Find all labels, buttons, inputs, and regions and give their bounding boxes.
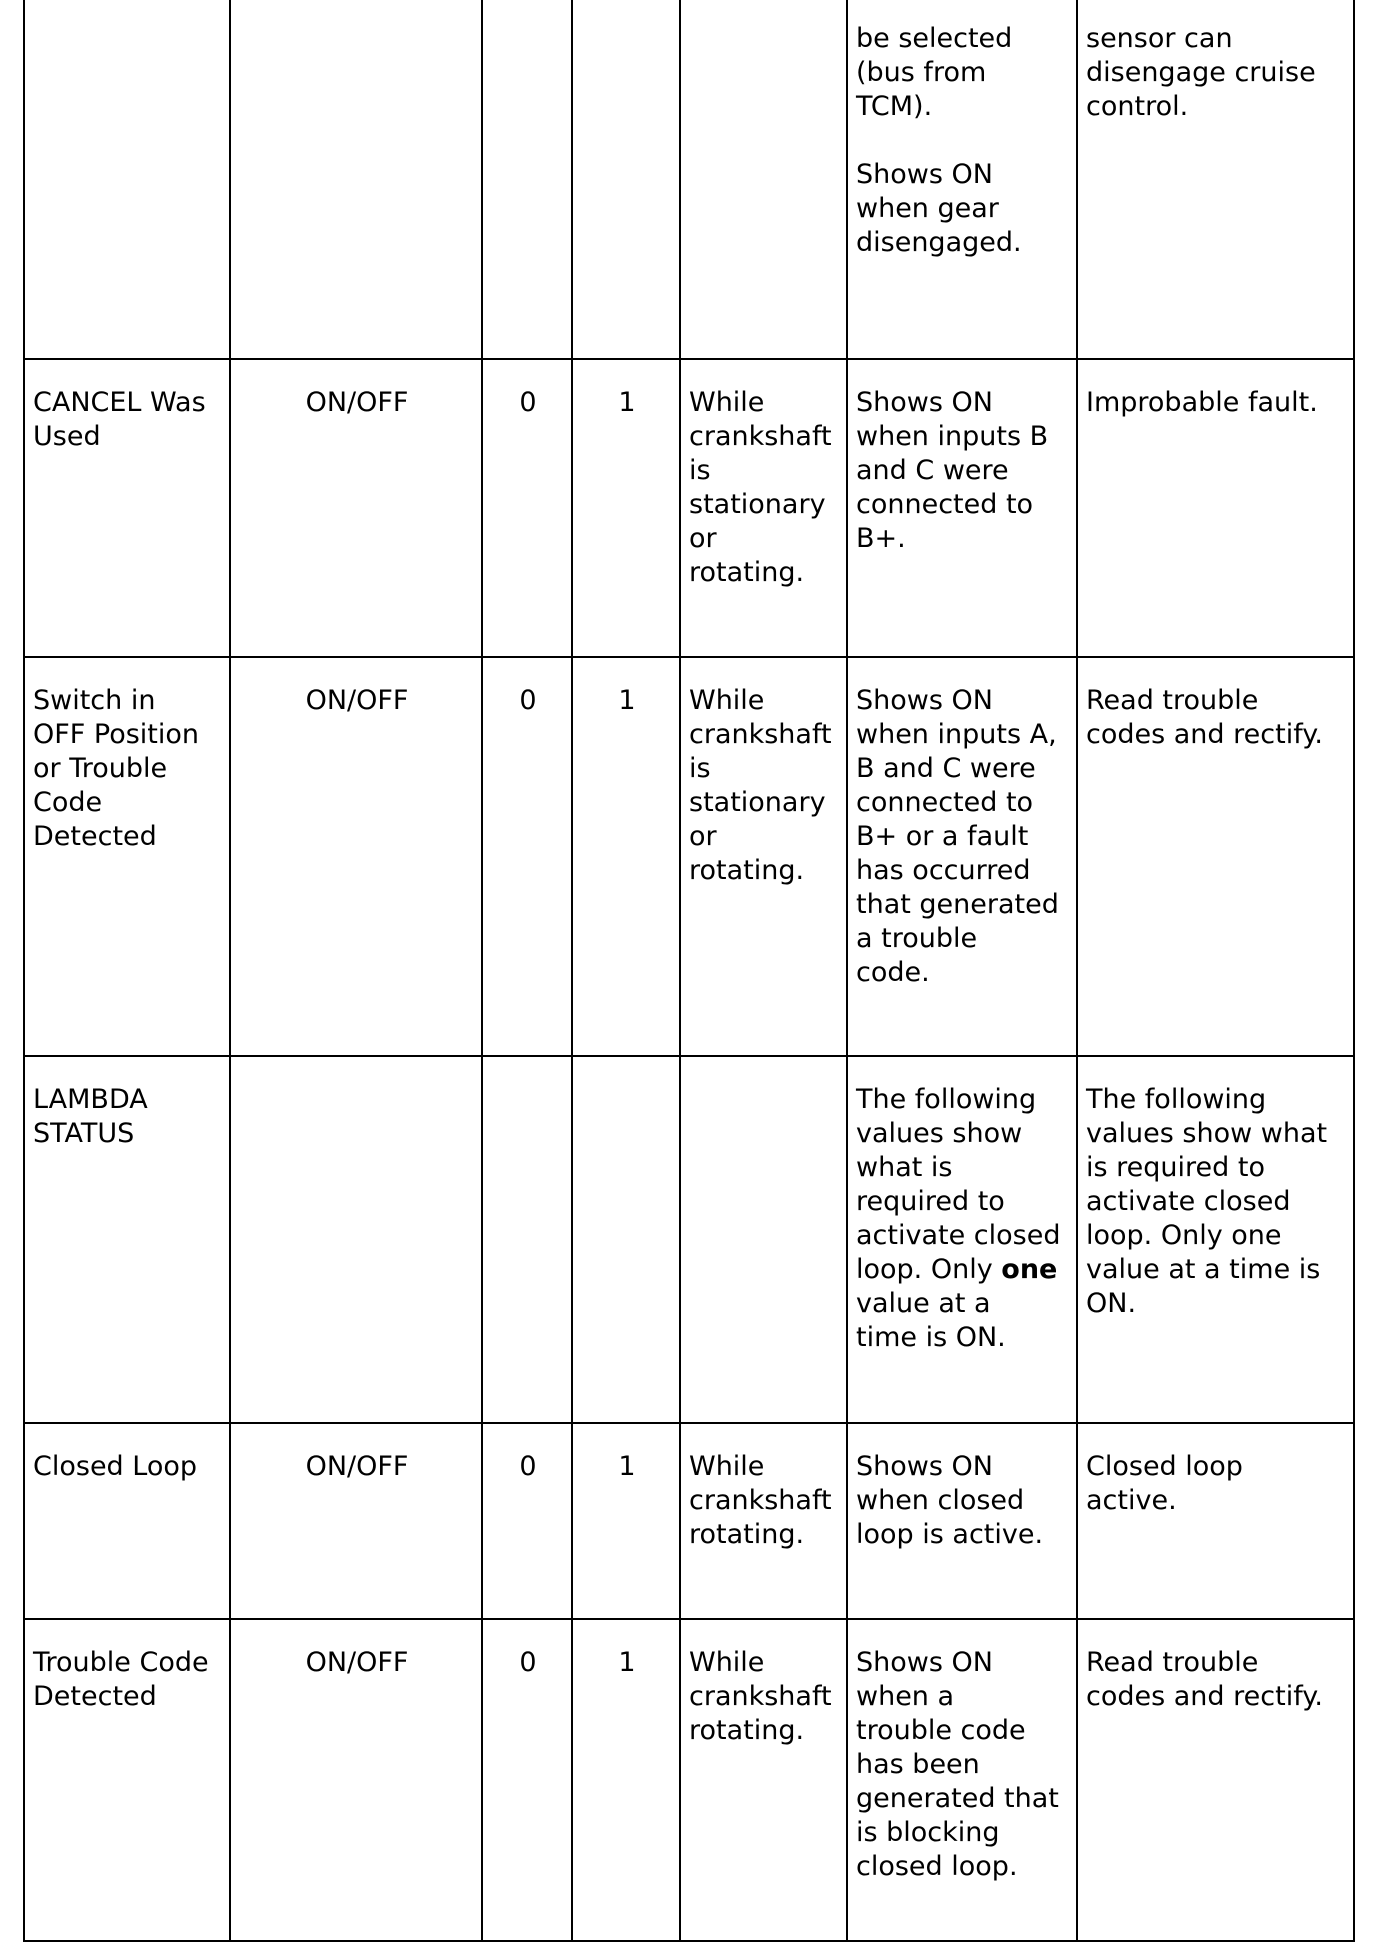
table-row — [24, 657, 1354, 1056]
description-cell: Shows ON when closed loop is active. — [847, 1423, 1077, 1619]
description-text: The following values show what is required to activate closed loop. Only — [856, 1084, 1061, 1285]
unit-cell — [230, 1056, 482, 1423]
remedy-cell: Closed loop active. — [1077, 1423, 1354, 1619]
min-cell: 0 — [482, 1423, 572, 1619]
remedy-cell: Improbable fault. — [1077, 359, 1354, 657]
parameter-cell: Trouble Code Detected — [24, 1619, 230, 1941]
table-row — [24, 0, 1354, 359]
unit-cell: ON/OFF — [230, 657, 482, 1056]
remedy-cell: sensor can disengage cruise control. — [1077, 0, 1354, 359]
table-row — [24, 1056, 1354, 1423]
max-cell — [572, 0, 680, 359]
unit-cell — [230, 0, 482, 359]
condition-cell — [680, 1056, 847, 1423]
min-cell — [482, 0, 572, 359]
min-cell — [482, 1056, 572, 1423]
parameter-cell: LAMBDA STATUS — [24, 1056, 230, 1423]
table-row — [24, 359, 1354, 657]
description-emphasis: one — [1001, 1254, 1058, 1285]
max-cell — [572, 1056, 680, 1423]
condition-cell — [680, 0, 847, 359]
description-cell: Shows ON when inputs A, B and C were connected to B+ or a fault has occurred that generated a trouble code. — [847, 657, 1077, 1056]
parameter-cell: CANCEL Was Used — [24, 359, 230, 657]
condition-cell: While crankshaft rotating. — [680, 1423, 847, 1619]
parameter-cell — [24, 0, 230, 359]
table-row — [24, 1619, 1354, 1941]
max-cell: 1 — [572, 359, 680, 657]
remedy-cell: The following values show what is required to activate closed loop. Only one value at a time is ON. — [1077, 1056, 1354, 1423]
min-cell: 0 — [482, 657, 572, 1056]
parameter-cell: Closed Loop — [24, 1423, 230, 1619]
max-cell: 1 — [572, 657, 680, 1056]
description-cell — [847, 1056, 1077, 1423]
remedy-cell: Read trouble codes and rectify. — [1077, 657, 1354, 1056]
condition-cell: While crankshaft is stationary or rotating. — [680, 657, 847, 1056]
diagnostic-parameter-table — [23, 0, 1355, 1942]
condition-cell: While crankshaft rotating. — [680, 1619, 847, 1941]
table-row — [24, 1423, 1354, 1619]
condition-cell: While crankshaft is stationary or rotating. — [680, 359, 847, 657]
remedy-cell: Read trouble codes and rectify. — [1077, 1619, 1354, 1941]
description-text: value at a time is ON. — [856, 1288, 1006, 1353]
unit-cell: ON/OFF — [230, 1619, 482, 1941]
description-cell: Shows ON when inputs B and C were connected to B+. — [847, 359, 1077, 657]
max-cell: 1 — [572, 1619, 680, 1941]
unit-cell: ON/OFF — [230, 359, 482, 657]
min-cell: 0 — [482, 1619, 572, 1941]
max-cell: 1 — [572, 1423, 680, 1619]
description-cell: Shows ON when a trouble code has been generated that is blocking closed loop. — [847, 1619, 1077, 1941]
min-cell: 0 — [482, 359, 572, 657]
parameter-cell: Switch in OFF Position or Trouble Code Detected — [24, 657, 230, 1056]
description-cell: be selected (bus from TCM). Shows ON when gear disengaged. — [847, 0, 1077, 359]
unit-cell: ON/OFF — [230, 1423, 482, 1619]
